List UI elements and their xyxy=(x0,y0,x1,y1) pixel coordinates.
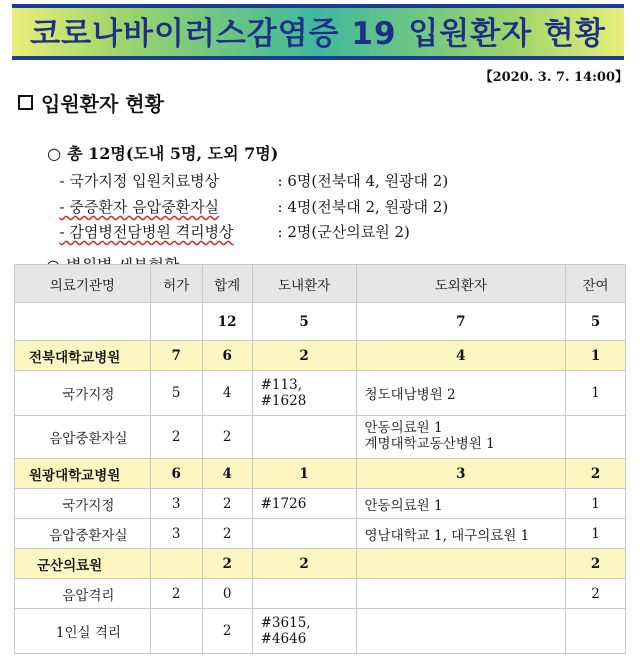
table-cell: 5 xyxy=(252,303,356,341)
table-cell: #1726 xyxy=(252,489,356,519)
hospital-name: 원광대학교병원 xyxy=(15,458,151,488)
table-cell: 2 xyxy=(566,579,626,609)
table-cell: 청도대남병원 2 xyxy=(356,371,566,416)
table-cell: 5 xyxy=(150,371,202,416)
table-cell: 1 xyxy=(566,371,626,416)
table-cell: 2 xyxy=(202,415,252,458)
section-heading-text: 입원환자 현황 xyxy=(41,92,164,116)
ward-name: 국가지정 xyxy=(15,489,151,519)
table-cell: 2 xyxy=(202,549,252,579)
table-row xyxy=(15,415,626,458)
cell-line: 안동의료원 1 xyxy=(364,420,443,437)
table-cell: 2 xyxy=(252,549,356,579)
table-cell: 0 xyxy=(202,579,252,609)
table-cell xyxy=(356,549,566,579)
table-row xyxy=(15,519,626,549)
table-cell xyxy=(356,579,566,609)
column-header: 허가 xyxy=(150,265,202,303)
table-cell xyxy=(252,519,356,549)
table-cell xyxy=(566,415,626,458)
table-cell xyxy=(566,609,626,654)
table-row xyxy=(15,458,626,488)
table-row xyxy=(15,341,626,371)
table-cell: 7 xyxy=(356,303,566,341)
table-cell: 7 xyxy=(150,341,202,371)
table-cell: 3 xyxy=(356,458,566,488)
table-row xyxy=(15,609,626,654)
table-cell: 3 xyxy=(150,489,202,519)
table-cell: 2 xyxy=(566,549,626,579)
table-cell xyxy=(356,415,566,458)
hospital-name: 전북대학교병원 xyxy=(15,341,151,371)
square-bullet-icon xyxy=(18,95,33,110)
table-cell: 2 xyxy=(150,415,202,458)
bullet-label: - 감염병전담병원 격리병상 xyxy=(59,223,234,241)
table-cell xyxy=(150,609,202,654)
table-cell: 6 xyxy=(202,341,252,371)
table-cell xyxy=(252,579,356,609)
table-cell: 1 xyxy=(566,519,626,549)
total-text: 총 12명(도내 5명, 도외 7명) xyxy=(67,144,279,163)
ward-name: 음압격리 xyxy=(15,579,151,609)
ward-name: 음압중환자실 xyxy=(15,519,151,549)
table-cell: 2 xyxy=(566,458,626,488)
ward-name: 음압중환자실 xyxy=(15,415,151,458)
column-header: 의료기관명 xyxy=(15,265,151,303)
table-row xyxy=(15,371,626,416)
table-cell: 12 xyxy=(202,303,252,341)
table-cell: 1 xyxy=(566,341,626,371)
table-cell: 1 xyxy=(252,458,356,488)
table-cell xyxy=(150,303,202,341)
table-cell xyxy=(15,303,151,341)
table-cell xyxy=(356,609,566,654)
table-row xyxy=(15,579,626,609)
table-cell: 영남대학교 1, 대구의료원 1 xyxy=(356,519,566,549)
table-row xyxy=(15,489,626,519)
table-cell: 2 xyxy=(202,519,252,549)
table-cell: 2 xyxy=(202,489,252,519)
bullet-label: - 국가지정 입원치료병상 xyxy=(59,172,220,190)
bullet-label: - 중증환자 음압중환자실 xyxy=(59,198,220,216)
document-title: 코로나바이러스감염증 19 입원환자 현황 xyxy=(30,15,606,52)
table-cell: 2 xyxy=(252,341,356,371)
table-cell xyxy=(252,415,356,458)
table-row xyxy=(15,549,626,579)
table-cell: 4 xyxy=(202,458,252,488)
table-cell: 4 xyxy=(202,371,252,416)
table-cell: 1 xyxy=(566,489,626,519)
table-cell: #3615, #4646 xyxy=(252,609,356,654)
report-date: 【2020. 3. 7. 14:00】 xyxy=(479,70,628,85)
column-header: 도내환자 xyxy=(252,265,356,303)
table-cell: 4 xyxy=(356,341,566,371)
ward-name: 국가지정 xyxy=(15,371,151,416)
cell-line: 계명대학교동산병원 1 xyxy=(364,435,495,452)
column-header: 잔여 xyxy=(566,265,626,303)
table-cell: #113, #1628 xyxy=(252,371,356,416)
table-total-row xyxy=(15,303,626,341)
section-heading xyxy=(18,88,164,117)
table-cell: 5 xyxy=(566,303,626,341)
table-cell: 2 xyxy=(150,579,202,609)
bullet-value: : 6명(전북대 4, 원광대 2) xyxy=(277,172,449,190)
column-header: 도외환자 xyxy=(356,265,566,303)
hospital-status-table xyxy=(14,264,626,654)
column-header: 합계 xyxy=(202,265,252,303)
table-cell: 2 xyxy=(202,609,252,654)
table-cell xyxy=(150,549,202,579)
hospital-name: 군산의료원 xyxy=(15,549,151,579)
table-cell: 6 xyxy=(150,458,202,488)
table-cell: 3 xyxy=(150,519,202,549)
bullet-value: : 4명(전북대 2, 원광대 2) xyxy=(277,198,449,216)
circle-bullet-icon: ○ xyxy=(47,144,62,163)
title-banner xyxy=(12,4,624,60)
table-header-row xyxy=(15,265,626,303)
table-cell: 안동의료원 1 xyxy=(356,489,566,519)
bullet-value: : 2명(군산의료원 2) xyxy=(277,223,410,241)
ward-name: 1인실 격리 xyxy=(15,609,151,654)
